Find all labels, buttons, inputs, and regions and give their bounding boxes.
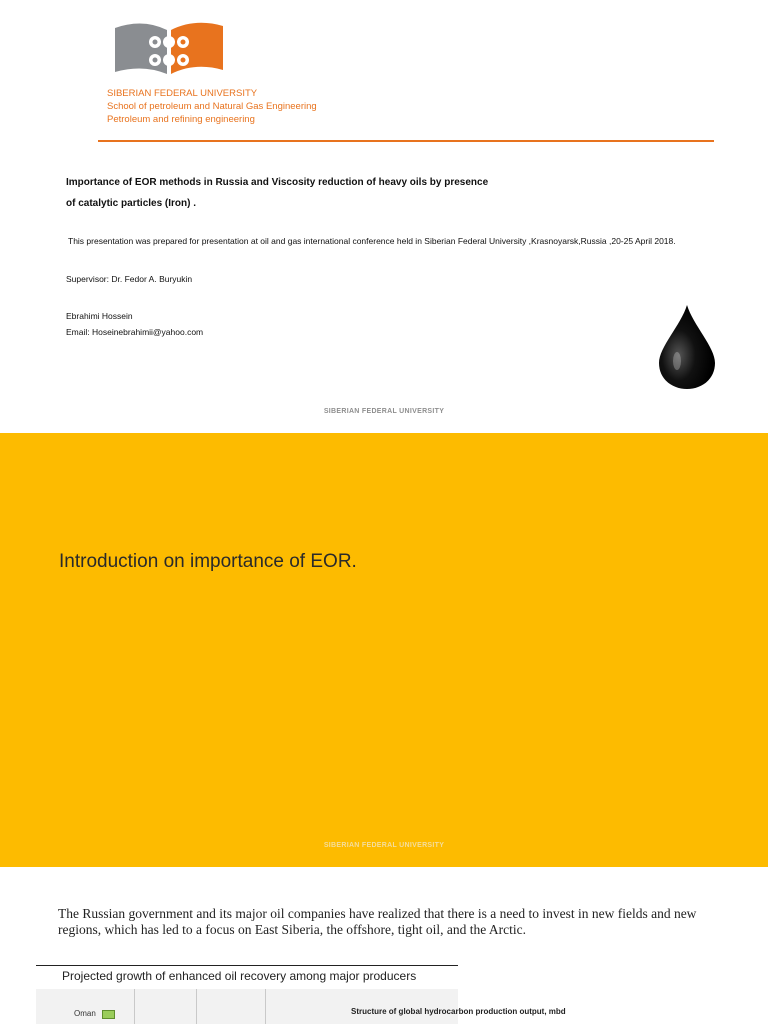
intro-heading: Introduction on importance of EOR.	[59, 551, 357, 572]
slide-footer: SIBERIAN FEDERAL UNIVERSITY	[323, 408, 445, 415]
intro-slide	[0, 433, 768, 867]
university-logo	[115, 18, 227, 82]
figure-row-bar	[102, 1010, 115, 1019]
figure-row-label: Oman	[74, 1009, 96, 1018]
title-line-1: Importance of EOR methods in Russia and Viscosity reduction of heavy oils by presence	[66, 177, 489, 188]
content-slide	[0, 867, 768, 1024]
figure-top-rule	[36, 965, 458, 966]
university-block	[107, 87, 317, 126]
body-paragraph: The Russian government and its major oil companies have realized that there is a need to invest in new fields and new regions, which has led to a focus on East Siberia, the offshore, tight oil, and the Arctic.	[58, 906, 697, 937]
author-email: Email: Hoseinebrahimii@yahoo.com	[66, 327, 204, 337]
presentation-title	[66, 172, 566, 214]
author-name: Ebrahimi Hossein	[66, 311, 133, 321]
prepared-note: This presentation was prepared for presentation at oil and gas international conference held in Siberian Federal University ,Krasnoyarsk,Russia ,20-25 April 2018.	[68, 236, 676, 246]
figure-gridline	[196, 989, 197, 1024]
title-slide	[0, 0, 768, 433]
university-name: SIBERIAN FEDERAL UNIVERSITY	[107, 88, 258, 99]
figure-gridline	[134, 989, 135, 1024]
figure-title: Projected growth of enhanced oil recovery among major producers	[62, 969, 417, 983]
figure-gridline	[265, 989, 266, 1024]
slide-footer: SIBERIAN FEDERAL UNIVERSITY	[323, 842, 445, 849]
school-name: School of petroleum and Natural Gas Engineering	[107, 101, 317, 112]
title-line-2: of catalytic particles (Iron) .	[66, 198, 197, 209]
header-divider	[98, 140, 714, 142]
department-name: Petroleum and refining engineering	[107, 114, 255, 125]
second-figure-title: Structure of global hydrocarbon production output, mbd	[351, 1007, 566, 1016]
oil-drop-icon	[657, 303, 717, 391]
supervisor-line: Supervisor: Dr. Fedor A. Buryukin	[66, 274, 193, 284]
